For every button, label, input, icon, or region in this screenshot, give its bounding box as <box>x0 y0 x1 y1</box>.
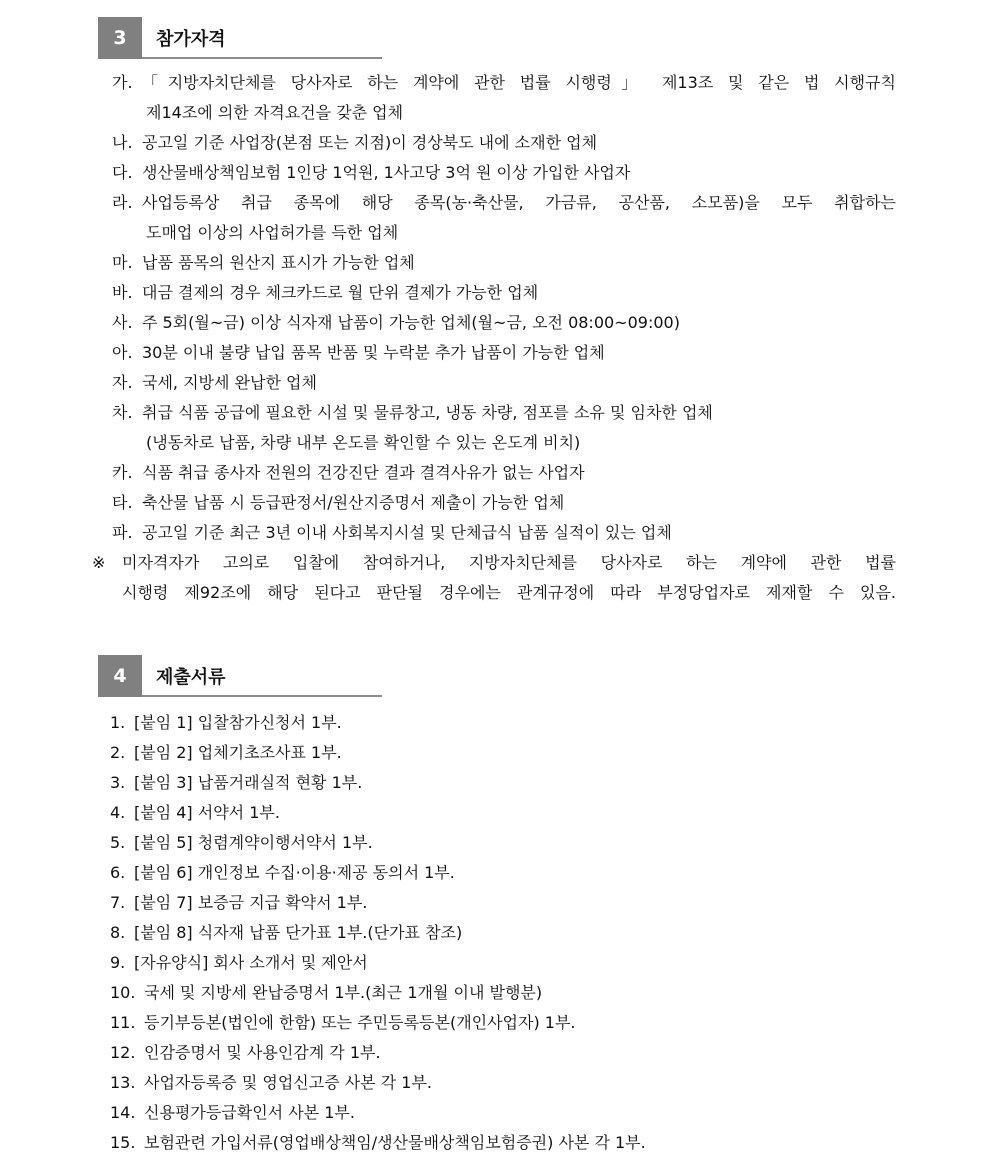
document-item-text: [붙임 3] 납품거래실적 현황 1부. <box>134 773 363 792</box>
document-number: 6. <box>110 863 126 882</box>
criteria-marker: 라. <box>112 193 133 212</box>
criteria-marker: 차. <box>112 403 133 422</box>
section-4-underline <box>142 695 382 697</box>
document-item-text: [붙임 7] 보증금 지급 확약서 1부. <box>134 893 368 912</box>
criteria-marker: 카. <box>112 463 133 482</box>
section-4-header <box>98 655 382 699</box>
section-3-underline <box>142 57 382 59</box>
criteria-marker: 다. <box>112 163 133 182</box>
document-number: 1. <box>110 713 126 732</box>
document-number: 2. <box>110 743 126 762</box>
document-number: 15. <box>110 1133 136 1152</box>
document-number: 10. <box>110 983 136 1002</box>
document-number: 4. <box>110 803 126 822</box>
document-item-text: [붙임 2] 업체기초조사표 1부. <box>134 743 342 762</box>
section-4-title: 제출서류 <box>156 667 226 688</box>
criteria-line-text: 「지방자치단체를 당사자로 하는 계약에 관한 법률 시행령」 제13조 및 같은 법 시행규칙 <box>142 73 896 92</box>
criteria-marker: 사. <box>112 313 133 332</box>
criteria-line-text: 주 5회(월~금) 이상 식자재 납품이 가능한 업체(월~금, 오전 08:00~09:00) <box>142 313 680 332</box>
document-number: 5. <box>110 833 126 852</box>
document-item-text: [붙임 4] 서약서 1부. <box>134 803 280 822</box>
criteria-line-text: 축산물 납품 시 등급판정서/원산지증명서 제출이 가능한 업체 <box>142 493 565 512</box>
document-item-text: 인감증명서 및 사용인감계 각 1부. <box>144 1043 381 1062</box>
criteria-marker: 마. <box>112 253 133 272</box>
document-item-text: [붙임 1] 입찰참가신청서 1부. <box>134 713 342 732</box>
criteria-marker: 바. <box>112 283 133 302</box>
note-line-text: 미자격자가 고의로 입찰에 참여하거나, 지방자치단체를 당사자로 하는 계약에 관한 법률 <box>122 553 896 572</box>
document-number: 3. <box>110 773 126 792</box>
document-item-text: 보험관련 가입서류(영업배상책임/생산물배상책임보험증권) 사본 각 1부. <box>144 1133 646 1152</box>
criteria-marker: 파. <box>112 523 133 542</box>
document-number: 13. <box>110 1073 136 1092</box>
note-line-text: 시행령 제92조에 해당 된다고 판단될 경우에는 관계규정에 따라 부정당업자로 제재할 수 있음. <box>122 583 896 602</box>
document-number: 14. <box>110 1103 136 1122</box>
criteria-line-text: 공고일 기준 최근 3년 이내 사회복지시설 및 단체급식 납품 실적이 있는 업체 <box>142 523 672 542</box>
note-marker: ※ <box>92 553 106 572</box>
criteria-marker: 가. <box>112 73 133 92</box>
criteria-line-text: 공고일 기준 사업장(본점 또는 지점)이 경상북도 내에 소재한 업체 <box>142 133 598 152</box>
criteria-line-text: 납품 품목의 원산지 표시가 가능한 업체 <box>142 253 415 272</box>
criteria-line-text: 식품 취급 종사자 전원의 건강진단 결과 결격사유가 없는 사업자 <box>142 463 585 482</box>
criteria-marker: 나. <box>112 133 133 152</box>
criteria-line-text: 대금 결제의 경우 체크카드로 월 단위 결제가 가능한 업체 <box>142 283 539 302</box>
criteria-marker: 아. <box>112 343 133 362</box>
criteria-line-text: 국세, 지방세 완납한 업체 <box>142 373 317 392</box>
section-3-title: 참가자격 <box>156 29 226 50</box>
criteria-marker: 타. <box>112 493 133 512</box>
criteria-marker: 자. <box>112 373 133 392</box>
criteria-line-text: 제14조에 의한 자격요건을 갖춘 업체 <box>146 103 404 122</box>
section-4-number: 4 <box>98 655 142 697</box>
document-item-text: 사업자등록증 및 영업신고증 사본 각 1부. <box>144 1073 432 1092</box>
document-item-text: [자유양식] 회사 소개서 및 제안서 <box>134 953 368 972</box>
criteria-line-text: 사업등록상 취급 종목에 해당 종목(농·축산물, 가금류, 공산품, 소모품)을 모두 취합하는 <box>142 193 896 212</box>
section-3-header <box>98 17 382 61</box>
document-item-text: 국세 및 지방세 완납증명서 1부.(최근 1개월 이내 발행분) <box>144 983 543 1002</box>
document-number: 11. <box>110 1013 136 1032</box>
document-number: 12. <box>110 1043 136 1062</box>
criteria-line-text: 생산물배상책임보험 1인당 1억원, 1사고당 3억 원 이상 가입한 사업자 <box>142 163 631 182</box>
document-item-text: [붙임 8] 식자재 납품 단가표 1부.(단가표 참조) <box>134 923 463 942</box>
criteria-line-text: 30분 이내 불량 납입 품목 반품 및 누락분 추가 납품이 가능한 업체 <box>142 343 605 362</box>
document-number: 7. <box>110 893 126 912</box>
criteria-line-text: (냉동차로 납품, 차량 내부 온도를 확인할 수 있는 온도계 비치) <box>146 433 581 452</box>
document-item-text: 신용평가등급확인서 사본 1부. <box>144 1103 355 1122</box>
document-item-text: [붙임 6] 개인정보 수집·이용·제공 동의서 1부. <box>134 863 455 882</box>
criteria-line-text: 도매업 이상의 사업허가를 득한 업체 <box>146 223 399 242</box>
document-item-text: [붙임 5] 청렴계약이행서약서 1부. <box>134 833 373 852</box>
document-item-text: 등기부등본(법인에 한함) 또는 주민등록등본(개인사업자) 1부. <box>144 1013 576 1032</box>
section-3-number: 3 <box>98 17 142 59</box>
criteria-line-text: 취급 식품 공급에 필요한 시설 및 물류창고, 냉동 차량, 점포를 소유 및 임차한 업체 <box>142 403 713 422</box>
document-number: 8. <box>110 923 126 942</box>
document-number: 9. <box>110 953 126 972</box>
